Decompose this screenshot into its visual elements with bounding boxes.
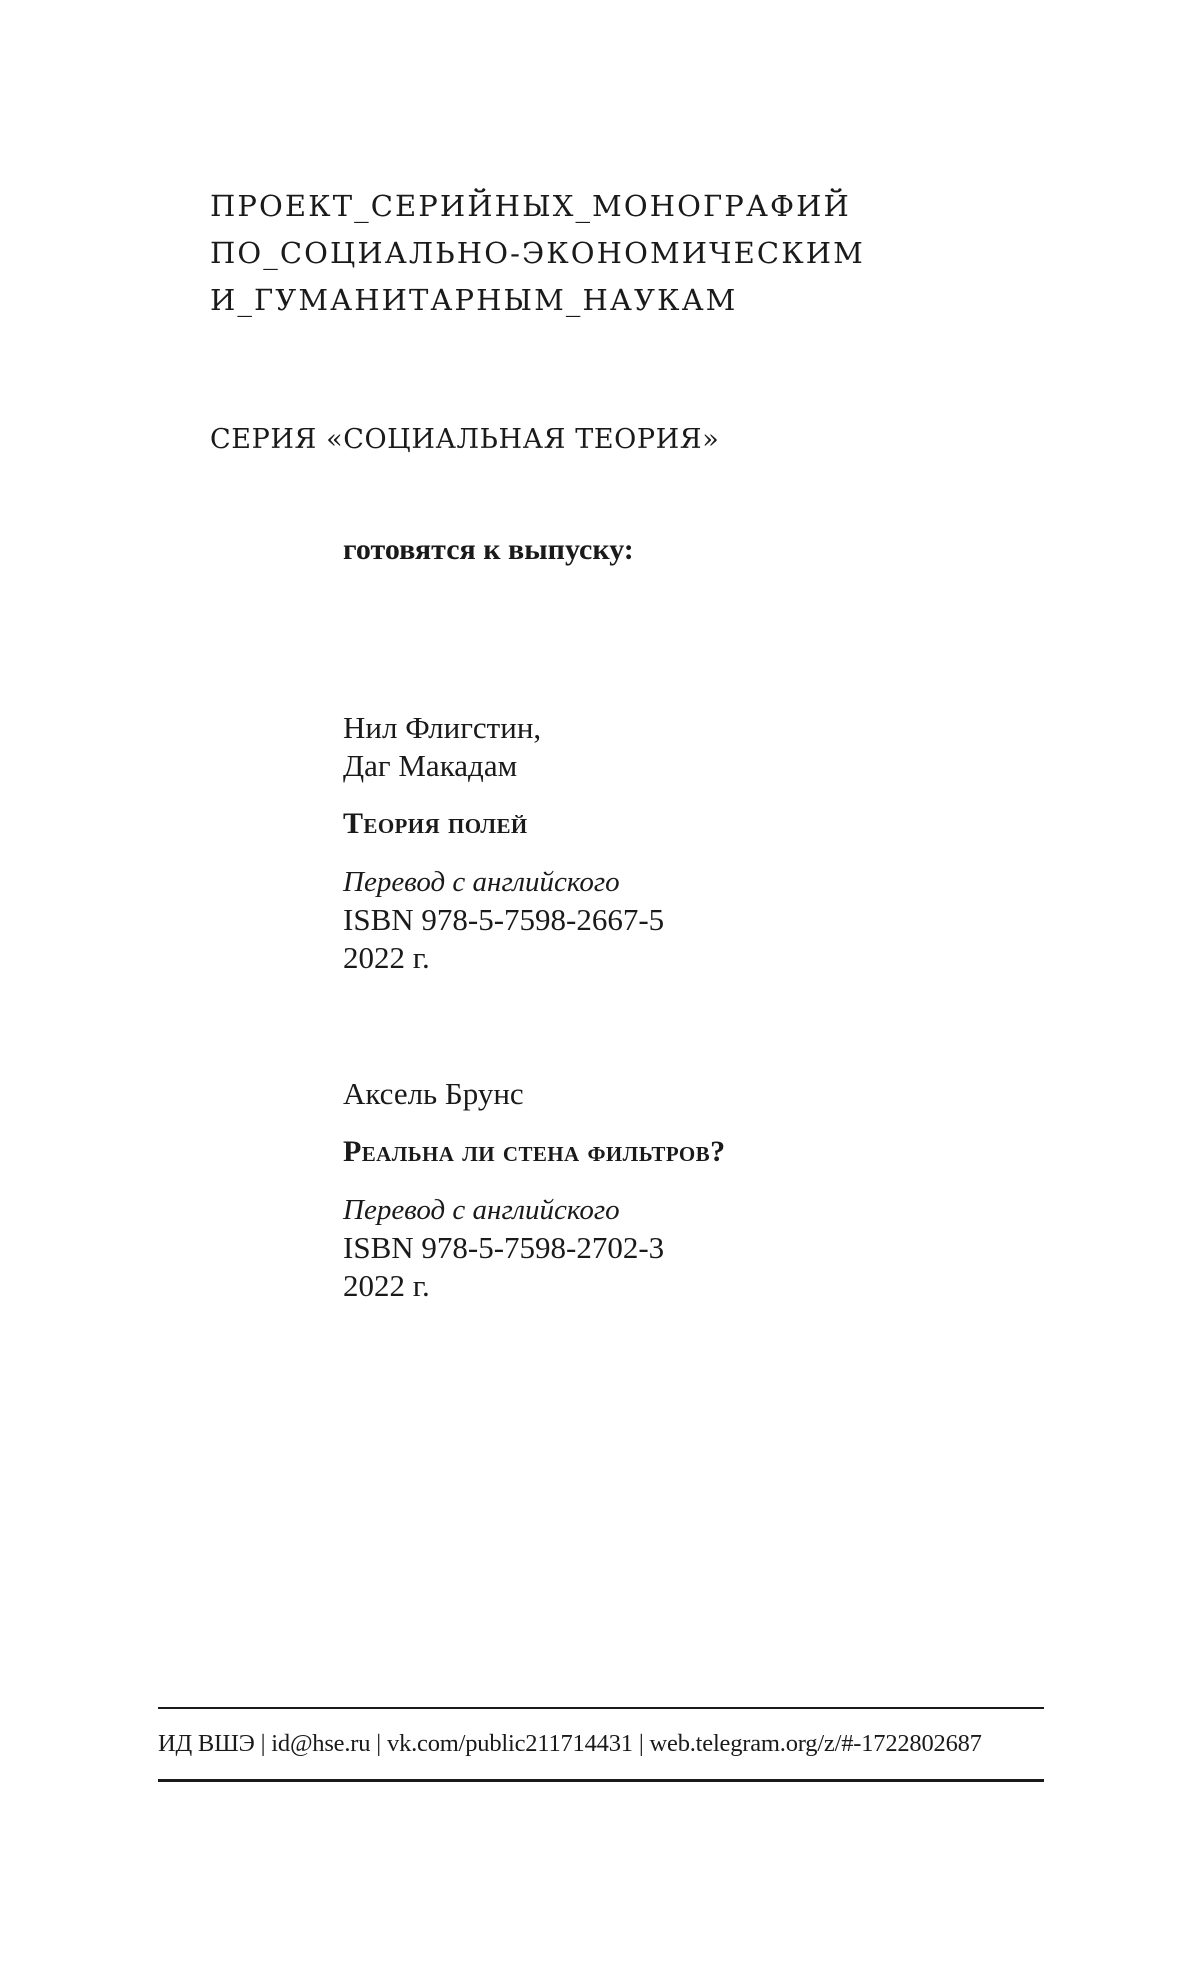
footer-divider-bottom (158, 1779, 1044, 1782)
footer-divider-top (158, 1707, 1044, 1709)
footer-separator: | (638, 1730, 644, 1757)
upcoming-label: готовятся к выпуску: (343, 533, 634, 566)
book-entry (343, 1075, 1043, 1305)
footer-separator: | (260, 1730, 266, 1757)
project-heading (210, 183, 970, 324)
book-isbn: ISBN 978-5-7598-2667-5 (343, 902, 665, 937)
book-title: Теория полей (343, 807, 528, 840)
footer-email-link[interactable]: id@hse.ru (271, 1730, 371, 1757)
footer-contacts (158, 1730, 1044, 1758)
footer-vk-link[interactable]: vk.com/public211714431 (387, 1730, 633, 1757)
book-year: 2022 г. (343, 940, 430, 975)
book-isbn: ISBN 978-5-7598-2702-3 (343, 1230, 665, 1265)
project-heading-line: ПРОЕКТ_СЕРИЙНЫХ_МОНОГРАФИЙ (210, 189, 851, 223)
series-title: СЕРИЯ «СОЦИАЛЬНАЯ ТЕОРИЯ» (210, 424, 720, 455)
footer-publisher: ИД ВШЭ (158, 1730, 255, 1757)
book-author: Нил Флигстин, (343, 710, 542, 745)
book-entry (343, 709, 1043, 977)
footer-telegram-link[interactable]: web.telegram.org/z/#-1722802687 (649, 1730, 982, 1757)
project-heading-line: ПО_СОЦИАЛЬНО-ЭКОНОМИЧЕСКИМ (210, 236, 865, 270)
footer-separator: | (376, 1730, 382, 1757)
book-title: Реальна ли стена фильтров? (343, 1135, 726, 1168)
book-translation-note: Перевод с английского (343, 866, 620, 898)
book-author: Даг Макадам (343, 748, 518, 783)
book-translation-note: Перевод с английского (343, 1194, 620, 1226)
book-author: Аксель Брунс (343, 1076, 524, 1111)
project-heading-line: И_ГУМАНИТАРНЫМ_НАУКАМ (210, 283, 738, 317)
book-year: 2022 г. (343, 1268, 430, 1303)
